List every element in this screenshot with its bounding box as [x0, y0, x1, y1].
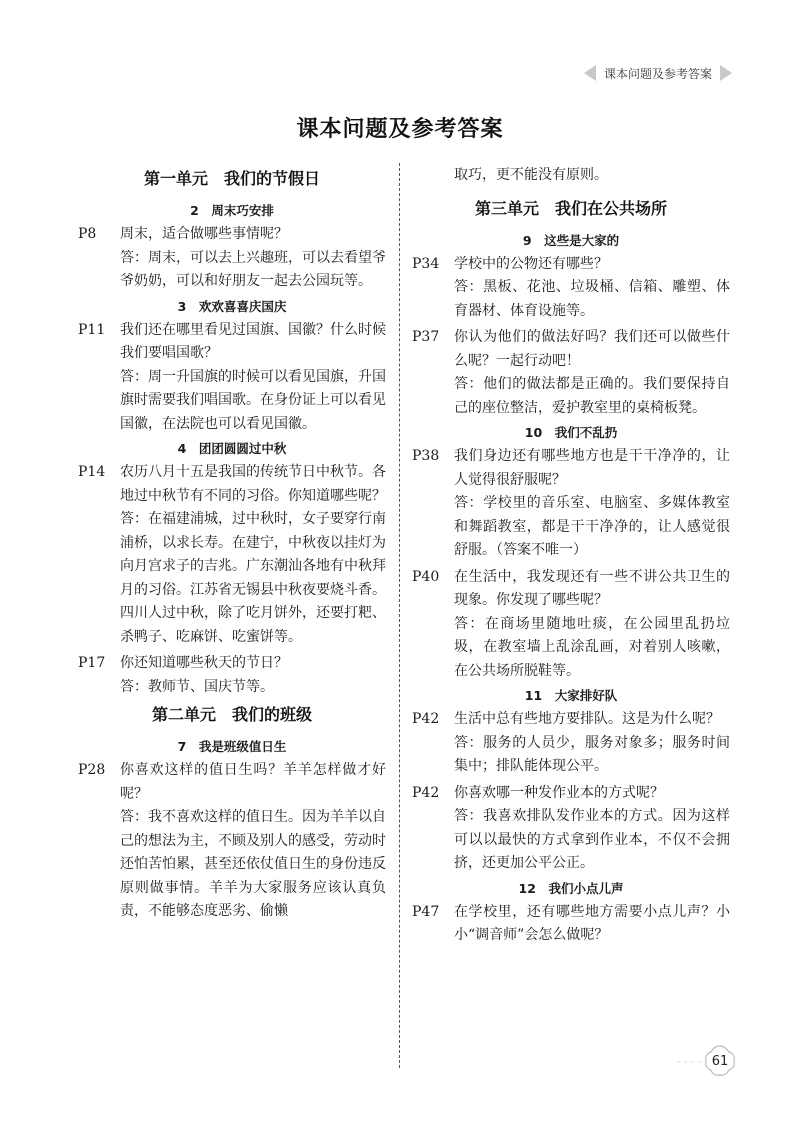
question-text: 你喜欢哪一种发作业本的方式呢？ [454, 784, 664, 801]
question-text: 你还知道哪些秋天的节日？ [120, 655, 288, 671]
qa-item [78, 759, 386, 924]
page-ref: P38 [412, 448, 440, 464]
question-text: 在生活中，我发现还有一些不讲公共卫生的现象。你发现了哪些呢？ [454, 568, 730, 608]
page-title: 课本问题及参考答案 [296, 117, 504, 142]
answer-text: 答：我不喜欢这样的值日生。因为羊羊以自己的想法为主，不顾及别人的感受，劳动时还怕苦怕累，甚至还依仗值日生的身份违反原则做事情。羊羊为大家服务应该认真负责，不能够态度恶劣、偷懒 [120, 809, 386, 919]
answer-text: 答：学校里的音乐室、电脑室、多媒体教室和舞蹈教室，都是干干净净的，让人感觉很舒服。（答案不唯一） [454, 495, 730, 558]
decorative-dots-icon: · · · · [677, 1058, 702, 1067]
page-ref: P28 [78, 762, 106, 778]
page-ref: P40 [412, 568, 440, 585]
column-divider [399, 163, 400, 1068]
question-text: 农历八月十五是我国的传统节日中秋节。各地过中秋节有不同的习俗。你知道哪些呢？ [120, 464, 386, 504]
page-ref: P42 [412, 711, 440, 727]
lesson-title: 3 欢欢喜喜庆国庆 [177, 298, 287, 314]
answer-text: 答：教师节、国庆节等。 [120, 678, 274, 695]
lesson-title: 4 团团圆圆过中秋 [177, 441, 287, 456]
qa-body [120, 461, 386, 649]
question-text: 你认为他们的做法好吗？我们还可以做些什么呢？一起行动吧！ [454, 329, 730, 369]
page-ref: P11 [78, 321, 106, 338]
qa-item [412, 566, 730, 684]
lesson-title: 10 我们不乱扔 [524, 425, 618, 440]
question-text: 我们身边还有哪些地方也是干干净净的，让人觉得很舒服呢？ [454, 448, 730, 488]
answer-text: 答：我喜欢排队发作业本的方式。因为这样可以以最快的方式拿到作业本，不仅不会拥挤，还更加公平公正。 [454, 808, 730, 871]
page-ref: P14 [78, 464, 106, 480]
page-ref: P37 [412, 329, 440, 345]
qa-item [78, 319, 386, 437]
qa-item [78, 461, 386, 649]
answer-text: 答：在商场里随地吐痰，在公园里乱扔垃圾，在教室墙上乱涂乱画，对着别人咳嗽，在公共场所脱鞋等。 [454, 615, 730, 679]
page-ref: P17 [78, 655, 106, 671]
header-tag-text: 课本问题及参考答案 [603, 66, 712, 81]
qa-item [78, 652, 386, 699]
qa-body [120, 223, 386, 294]
question-text: 你喜欢这样的值日生吗？羊羊怎样做才好呢？ [120, 762, 386, 802]
page-number-badge [702, 1043, 738, 1079]
lesson-title: 9 这些是大家的 [522, 232, 620, 248]
lesson-title: 7 我是班级值日生 [177, 739, 287, 754]
answer-text: 答：他们的做法都是正确的。我们要保持自己的座位整洁，爱护教室里的桌椅板凳。 [454, 376, 730, 416]
qa-body [454, 901, 730, 948]
left-column [78, 164, 386, 927]
question-text: 我们还在哪里看见过国旗、国徽？什么时候我们要唱国歌？ [120, 321, 386, 361]
qa-item [78, 223, 386, 294]
qa-body [454, 782, 730, 876]
qa-item [412, 708, 730, 779]
page-ref: P47 [412, 903, 440, 920]
qa-body [454, 445, 730, 563]
qa-item [412, 782, 730, 876]
qa-item [412, 326, 730, 420]
continued-answer: 取巧，更不能没有原则。 [454, 167, 608, 183]
unit-title: 第二单元 我们的班级 [151, 705, 312, 724]
lesson-title: 12 我们小点儿声 [518, 880, 624, 896]
answer-text: 答：周一升国旗的时候可以看见国旗，升国旗时需要我们唱国歌。在身份证上可以看见国徽，在法院也可以看见国徽。 [120, 368, 386, 432]
qa-body [454, 253, 730, 324]
qa-body [120, 759, 386, 924]
unit-title: 第三单元 我们在公共场所 [474, 198, 667, 218]
right-triangle-icon [720, 65, 732, 81]
page-number: 61 [711, 1053, 729, 1069]
qa-body [454, 708, 730, 779]
answer-text: 答：在福建浦城，过中秋时，女子要穿行南浦桥，以求长寿。在建宁，中秋夜以挂灯为向月宫求子的吉兆。广东潮汕各地有中秋拜月的习俗。江苏省无锡县中秋夜要烧斗香。四川人过中秋，除了吃月饼外，还要打粑、杀鸭子、吃麻饼、吃蜜饼等。 [120, 511, 386, 645]
answer-text: 答：黑板、花池、垃圾桶、信箱、雕塑、体育器材、体育设施等。 [454, 279, 730, 319]
lesson-title: 11 大家排好队 [524, 688, 618, 703]
qa-body [120, 652, 386, 699]
page-ref: P8 [78, 226, 97, 242]
qa-body [120, 319, 386, 437]
question-text: 在学校里，还有哪些地方需要小点儿声？小小“调音师”会怎么做呢？ [454, 903, 730, 943]
qa-item [412, 445, 730, 563]
question-text: 学校中的公物还有哪些？ [454, 255, 608, 272]
answer-text: 答：服务的人员少，服务对象多；服务时间集中；排队能体现公平。 [454, 734, 730, 774]
question-text: 周末，适合做哪些事情呢？ [120, 226, 288, 242]
answer-text: 答：周末，可以去上兴趣班，可以去看望爷爷奶奶，可以和好朋友一起去公园玩等。 [120, 249, 386, 289]
qa-body [454, 326, 730, 420]
right-units [412, 196, 730, 948]
unit-title: 第一单元 我们的节假日 [143, 169, 320, 188]
left-triangle-icon [584, 65, 596, 81]
right-column [412, 164, 730, 951]
page-ref: P34 [412, 255, 440, 272]
qa-item [412, 253, 730, 324]
lesson-title: 2 周末巧安排 [190, 203, 274, 218]
page-ref: P42 [412, 784, 440, 801]
qa-body [454, 566, 730, 684]
question-text: 生活中总有些地方要排队。这是为什么呢？ [454, 711, 720, 727]
qa-item [412, 901, 730, 948]
header-tag [584, 62, 732, 84]
